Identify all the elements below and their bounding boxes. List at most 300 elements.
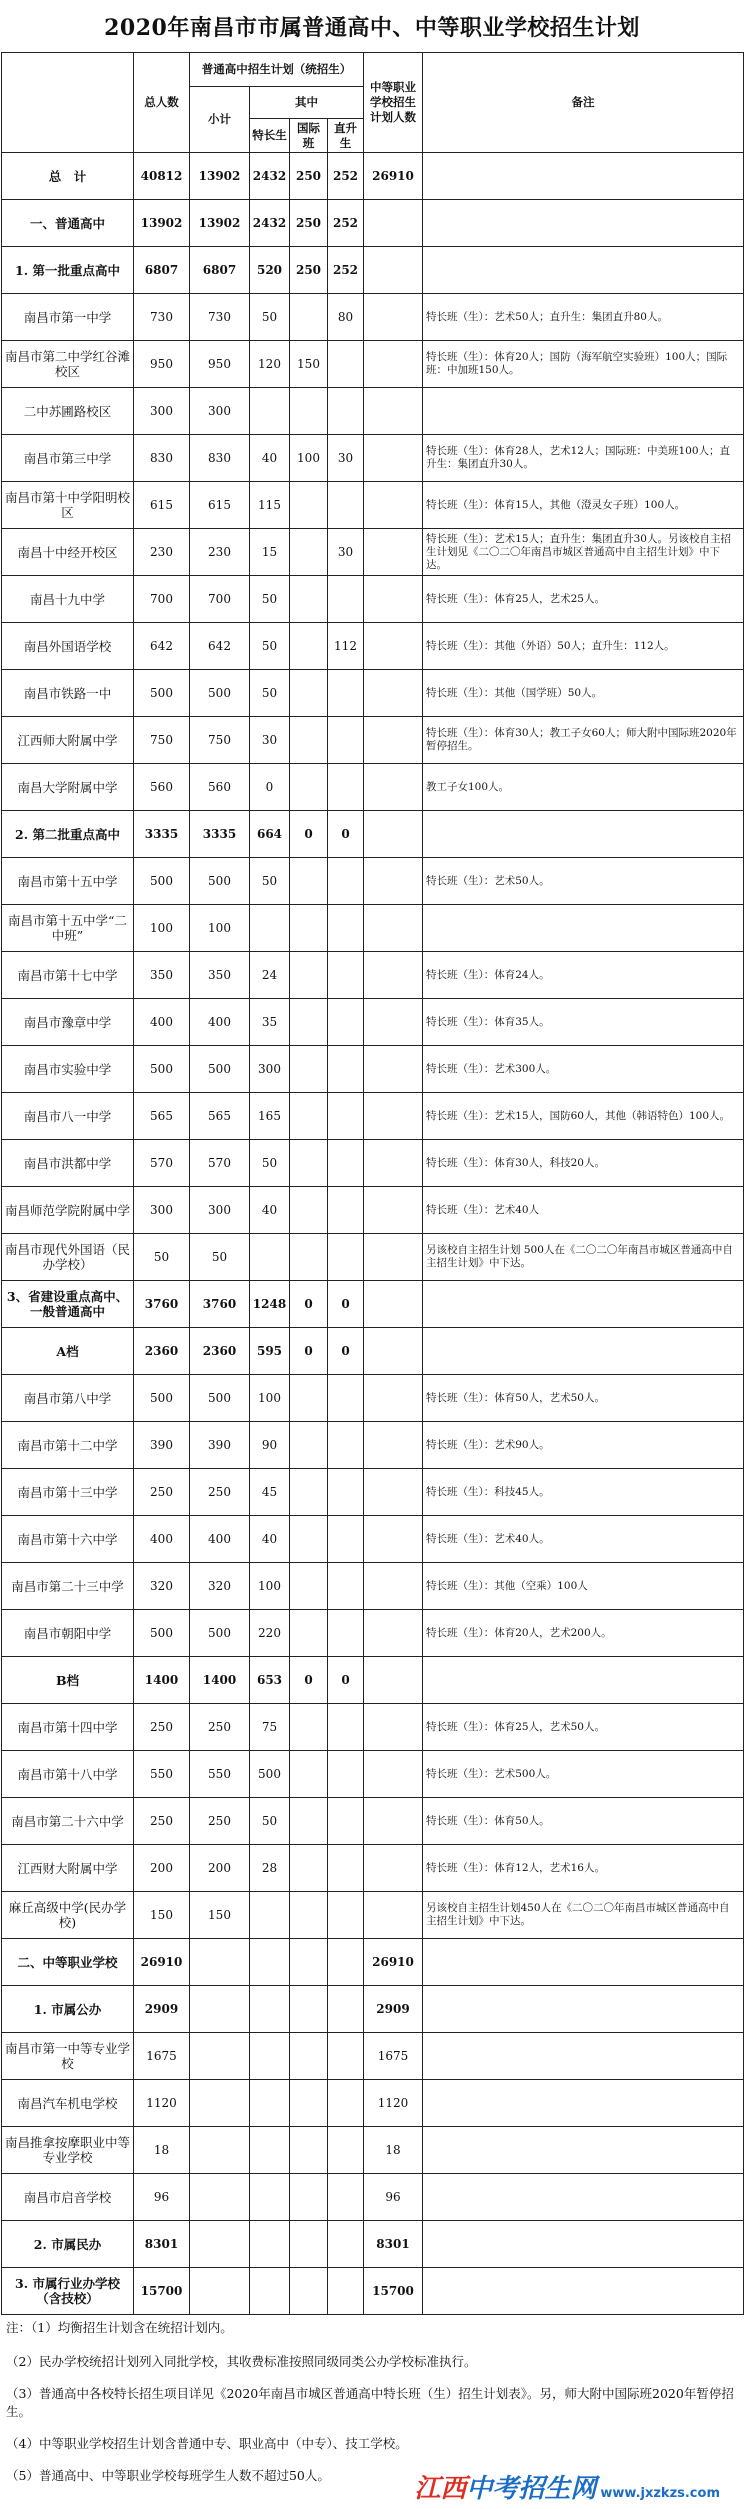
cell-vocational	[364, 388, 423, 435]
cell-direct	[328, 1516, 364, 1563]
table-row	[2, 2221, 744, 2268]
cell-subtotal: 500	[190, 1375, 250, 1422]
cell-special	[250, 2127, 290, 2174]
cell-name: 南昌市第十六中学	[2, 1516, 134, 1563]
cell-total: 300	[134, 1187, 190, 1234]
table-row	[2, 1845, 744, 1892]
cell-direct	[328, 1610, 364, 1657]
cell-subtotal: 560	[190, 764, 250, 811]
cell-vocational	[364, 200, 423, 247]
cell-special: 24	[250, 952, 290, 999]
cell-vocational	[364, 1610, 423, 1657]
cell-remark: 特长班（生）：其他（国学班）50人。	[423, 670, 744, 717]
cell-vocational	[364, 1422, 423, 1469]
cell-vocational: 15700	[364, 2268, 423, 2315]
cell-intl: 250	[290, 153, 328, 200]
cell-subtotal: 6807	[190, 247, 250, 294]
cell-special: 15	[250, 529, 290, 576]
cell-vocational	[364, 576, 423, 623]
cell-total: 400	[134, 1516, 190, 1563]
cell-intl	[290, 482, 328, 529]
cell-subtotal: 50	[190, 1234, 250, 1281]
table-row	[2, 2033, 744, 2080]
cell-special: 50	[250, 670, 290, 717]
cell-name: 二中苏圃路校区	[2, 388, 134, 435]
cell-vocational	[364, 247, 423, 294]
cell-intl	[290, 1234, 328, 1281]
table-row	[2, 341, 744, 388]
cell-subtotal: 3335	[190, 811, 250, 858]
cell-intl	[290, 2033, 328, 2080]
cell-subtotal: 250	[190, 1469, 250, 1516]
cell-vocational	[364, 999, 423, 1046]
cell-total: 500	[134, 1375, 190, 1422]
cell-special: 115	[250, 482, 290, 529]
cell-direct	[328, 1234, 364, 1281]
cell-vocational	[364, 294, 423, 341]
cell-subtotal: 300	[190, 1187, 250, 1234]
cell-direct: 252	[328, 247, 364, 294]
table-row	[2, 1563, 744, 1610]
table-row	[2, 670, 744, 717]
cell-direct	[328, 576, 364, 623]
cell-special	[250, 1234, 290, 1281]
cell-name: 二、中等职业学校	[2, 1939, 134, 1986]
cell-subtotal: 642	[190, 623, 250, 670]
cell-name: 南昌市第二中学红谷滩校区	[2, 341, 134, 388]
cell-remark	[423, 1657, 744, 1704]
cell-total: 700	[134, 576, 190, 623]
cell-special: 50	[250, 1798, 290, 1845]
cell-vocational	[364, 482, 423, 529]
cell-remark: 特长班（生）：科技45人。	[423, 1469, 744, 1516]
cell-direct	[328, 1187, 364, 1234]
cell-intl	[290, 1798, 328, 1845]
cell-special	[250, 2033, 290, 2080]
cell-intl	[290, 1986, 328, 2033]
cell-direct	[328, 858, 364, 905]
cell-special: 165	[250, 1093, 290, 1140]
cell-remark: 另该校自主招生计划 500人在《二〇二〇年南昌市城区普通高中自主招生计划》中下达。	[423, 1234, 744, 1281]
cell-remark: 特长班（生）：体育15人，其他（澄灵女子班）100人。	[423, 482, 744, 529]
cell-total: 15700	[134, 2268, 190, 2315]
cell-vocational: 1120	[364, 2080, 423, 2127]
cell-name: 2. 第二批重点高中	[2, 811, 134, 858]
cell-remark: 特长班（生）：体育30人，科技20人。	[423, 1140, 744, 1187]
cell-remark: 特长班（生）：体育20人，艺术200人。	[423, 1610, 744, 1657]
cell-vocational: 96	[364, 2174, 423, 2221]
cell-name: 江西财大附属中学	[2, 1845, 134, 1892]
cell-name: 1. 第一批重点高中	[2, 247, 134, 294]
table-row	[2, 2174, 744, 2221]
cell-special: 120	[250, 341, 290, 388]
table-row	[2, 952, 744, 999]
cell-remark: 特长班（生）：体育12人，艺术16人。	[423, 1845, 744, 1892]
cell-total: 250	[134, 1798, 190, 1845]
table-row	[2, 1751, 744, 1798]
cell-subtotal: 615	[190, 482, 250, 529]
cell-intl	[290, 1187, 328, 1234]
cell-remark: 特长班（生）：体育25人，艺术50人。	[423, 1704, 744, 1751]
table-row	[2, 1939, 744, 1986]
header-special: 特长生	[250, 119, 290, 153]
cell-name: 南昌市第十中学阳明校区	[2, 482, 134, 529]
cell-special: 220	[250, 1610, 290, 1657]
cell-intl	[290, 2221, 328, 2268]
cell-intl	[290, 952, 328, 999]
table-row	[2, 999, 744, 1046]
cell-vocational	[364, 1845, 423, 1892]
watermark-logo-b: 中考招生网	[466, 2474, 597, 2504]
cell-name: 南昌十中经开校区	[2, 529, 134, 576]
cell-remark	[423, 2127, 744, 2174]
cell-vocational	[364, 1140, 423, 1187]
cell-special	[250, 2174, 290, 2221]
table-body	[2, 153, 744, 2315]
cell-vocational: 2909	[364, 1986, 423, 2033]
cell-remark	[423, 2080, 744, 2127]
cell-name: 南昌市第三中学	[2, 435, 134, 482]
cell-name: 南昌市洪都中学	[2, 1140, 134, 1187]
header-intl: 国际班	[290, 119, 328, 153]
cell-direct	[328, 999, 364, 1046]
note-1: 注：（1）均衡招生计划含在统招计划内。	[6, 2320, 233, 2335]
table-row	[2, 2268, 744, 2315]
table-header	[2, 53, 744, 153]
cell-name: 南昌市八一中学	[2, 1093, 134, 1140]
table-row	[2, 1046, 744, 1093]
cell-subtotal	[190, 2080, 250, 2127]
cell-intl	[290, 1375, 328, 1422]
cell-special: 35	[250, 999, 290, 1046]
cell-intl	[290, 1422, 328, 1469]
cell-intl	[290, 1563, 328, 1610]
header-total: 总人数	[134, 53, 190, 153]
cell-total: 500	[134, 858, 190, 905]
cell-remark	[423, 2268, 744, 2315]
table-row	[2, 1328, 744, 1375]
cell-direct	[328, 1563, 364, 1610]
cell-special: 595	[250, 1328, 290, 1375]
cell-name: 2. 市属民办	[2, 2221, 134, 2268]
cell-intl	[290, 1140, 328, 1187]
cell-vocational	[364, 1046, 423, 1093]
cell-intl	[290, 623, 328, 670]
cell-total: 18	[134, 2127, 190, 2174]
cell-name: 3、省建设重点高中、一般普通高中	[2, 1281, 134, 1328]
cell-remark: 特长班（生）：艺术15人，国防60人，其他（韩语特色）100人。	[423, 1093, 744, 1140]
cell-remark: 特长班（生）：艺术15人；直升生：集团直升30人。另该校自主招生计划见《二〇二〇年南昌市城区普通高中自主招生计划》中下达。	[423, 529, 744, 576]
cell-vocational	[364, 1187, 423, 1234]
cell-direct: 0	[328, 811, 364, 858]
cell-special: 50	[250, 576, 290, 623]
cell-vocational: 26910	[364, 1939, 423, 1986]
cell-remark	[423, 200, 744, 247]
cell-vocational	[364, 1281, 423, 1328]
cell-direct: 80	[328, 294, 364, 341]
table-row	[2, 435, 744, 482]
cell-direct	[328, 1140, 364, 1187]
table-row	[2, 1469, 744, 1516]
cell-total: 3760	[134, 1281, 190, 1328]
cell-direct	[328, 341, 364, 388]
cell-total: 13902	[134, 200, 190, 247]
cell-vocational	[364, 811, 423, 858]
cell-name: 南昌市第二十三中学	[2, 1563, 134, 1610]
cell-subtotal	[190, 2127, 250, 2174]
cell-special: 0	[250, 764, 290, 811]
cell-intl	[290, 999, 328, 1046]
cell-intl	[290, 1093, 328, 1140]
cell-direct	[328, 1939, 364, 1986]
cell-name: 南昌市第八中学	[2, 1375, 134, 1422]
cell-special: 28	[250, 1845, 290, 1892]
cell-subtotal	[190, 2268, 250, 2315]
cell-remark	[423, 2174, 744, 2221]
header-general-group: 普通高中招生计划（统招生）	[190, 53, 364, 87]
cell-name: 南昌市第十七中学	[2, 952, 134, 999]
cell-remark: 特长班（生）：艺术40人。	[423, 1516, 744, 1563]
cell-special: 520	[250, 247, 290, 294]
cell-special: 30	[250, 717, 290, 764]
cell-vocational: 26910	[364, 153, 423, 200]
cell-intl	[290, 2268, 328, 2315]
cell-intl: 0	[290, 811, 328, 858]
cell-subtotal: 1400	[190, 1657, 250, 1704]
page-title: 2020年南昌市市属普通高中、中等职业学校招生计划	[104, 14, 640, 41]
cell-name: 南昌市第十五中学“二中班”	[2, 905, 134, 952]
cell-total: 500	[134, 1610, 190, 1657]
cell-remark: 特长班（生）：体育28人，艺术12人；国际班：中美班100人；直升生：集团直升30人。	[423, 435, 744, 482]
cell-special: 653	[250, 1657, 290, 1704]
cell-intl	[290, 2080, 328, 2127]
cell-direct	[328, 905, 364, 952]
cell-subtotal: 950	[190, 341, 250, 388]
cell-vocational	[364, 764, 423, 811]
cell-remark	[423, 247, 744, 294]
cell-special: 40	[250, 1516, 290, 1563]
cell-vocational	[364, 1798, 423, 1845]
cell-subtotal: 565	[190, 1093, 250, 1140]
cell-special	[250, 905, 290, 952]
cell-name: 麻丘高级中学(民办学校)	[2, 1892, 134, 1939]
cell-name: 南昌市启音学校	[2, 2174, 134, 2221]
cell-direct	[328, 717, 364, 764]
cell-total: 350	[134, 952, 190, 999]
table-row	[2, 1140, 744, 1187]
cell-subtotal: 350	[190, 952, 250, 999]
cell-name: 南昌外国语学校	[2, 623, 134, 670]
table-row	[2, 1187, 744, 1234]
cell-remark	[423, 2033, 744, 2080]
cell-total: 570	[134, 1140, 190, 1187]
cell-intl	[290, 905, 328, 952]
cell-remark: 特长班（生）：艺术90人。	[423, 1422, 744, 1469]
cell-subtotal: 550	[190, 1751, 250, 1798]
cell-vocational	[364, 1093, 423, 1140]
table-row	[2, 1704, 744, 1751]
cell-subtotal: 400	[190, 1516, 250, 1563]
cell-direct	[328, 2033, 364, 2080]
table-row	[2, 1986, 744, 2033]
cell-special: 50	[250, 1140, 290, 1187]
cell-subtotal: 13902	[190, 153, 250, 200]
cell-direct: 0	[328, 1328, 364, 1375]
cell-intl	[290, 1610, 328, 1657]
cell-intl	[290, 717, 328, 764]
cell-total: 40812	[134, 153, 190, 200]
cell-direct	[328, 1751, 364, 1798]
table-row	[2, 858, 744, 905]
cell-subtotal: 500	[190, 670, 250, 717]
cell-remark: 特长班（生）：其他（空乘）100人	[423, 1563, 744, 1610]
cell-total: 830	[134, 435, 190, 482]
cell-vocational	[364, 717, 423, 764]
table-row	[2, 200, 744, 247]
cell-name: 南昌十九中学	[2, 576, 134, 623]
table-row	[2, 1093, 744, 1140]
cell-name: 南昌大学附属中学	[2, 764, 134, 811]
cell-subtotal: 500	[190, 1610, 250, 1657]
cell-total: 230	[134, 529, 190, 576]
cell-subtotal: 150	[190, 1892, 250, 1939]
note-4: （4）中等职业学校招生计划含普通中专、职业高中（中专）、技工学校。	[6, 2436, 408, 2451]
cell-total: 1675	[134, 2033, 190, 2080]
cell-total: 250	[134, 1704, 190, 1751]
enrollment-table	[1, 52, 744, 2315]
cell-total: 8301	[134, 2221, 190, 2268]
cell-total: 2360	[134, 1328, 190, 1375]
cell-total: 300	[134, 388, 190, 435]
cell-intl	[290, 670, 328, 717]
header-blank	[2, 53, 134, 153]
cell-special: 90	[250, 1422, 290, 1469]
cell-remark: 特长班（生）：体育50人。	[423, 1798, 744, 1845]
cell-name: 南昌市第十八中学	[2, 1751, 134, 1798]
cell-remark: 特长班（生）：其他（外语）50人；直升生：112人。	[423, 623, 744, 670]
cell-vocational: 18	[364, 2127, 423, 2174]
table-row	[2, 153, 744, 200]
cell-remark: 另该校自主招生计划450人在《二〇二〇年南昌市城区普通高中自主招生计划》中下达。	[423, 1892, 744, 1939]
cell-name: 总 计	[2, 153, 134, 200]
cell-direct	[328, 1986, 364, 2033]
cell-name: 南昌市第二十六中学	[2, 1798, 134, 1845]
cell-subtotal: 730	[190, 294, 250, 341]
cell-name: 南昌市铁路一中	[2, 670, 134, 717]
cell-intl	[290, 1516, 328, 1563]
cell-vocational: 1675	[364, 2033, 423, 2080]
header-among: 其中	[250, 87, 364, 119]
table-row	[2, 717, 744, 764]
cell-subtotal: 570	[190, 1140, 250, 1187]
cell-name: 南昌市朝阳中学	[2, 1610, 134, 1657]
cell-remark	[423, 1986, 744, 2033]
cell-vocational	[364, 435, 423, 482]
cell-direct: 252	[328, 200, 364, 247]
cell-direct	[328, 764, 364, 811]
cell-special	[250, 2080, 290, 2127]
cell-intl	[290, 576, 328, 623]
cell-name: 南昌汽车机电学校	[2, 2080, 134, 2127]
cell-vocational	[364, 623, 423, 670]
cell-intl	[290, 1892, 328, 1939]
cell-total: 50	[134, 1234, 190, 1281]
cell-vocational	[364, 1234, 423, 1281]
cell-total: 1120	[134, 2080, 190, 2127]
cell-remark: 特长班（生）：体育24人。	[423, 952, 744, 999]
cell-total: 96	[134, 2174, 190, 2221]
cell-special	[250, 1939, 290, 1986]
cell-direct	[328, 670, 364, 717]
cell-direct: 252	[328, 153, 364, 200]
cell-remark	[423, 1328, 744, 1375]
cell-remark	[423, 1939, 744, 1986]
cell-special: 664	[250, 811, 290, 858]
table-row	[2, 1375, 744, 1422]
cell-direct: 30	[328, 435, 364, 482]
cell-total: 565	[134, 1093, 190, 1140]
cell-remark: 特长班（生）：艺术50人。	[423, 858, 744, 905]
header-direct: 直升生	[328, 119, 364, 153]
notes	[0, 2315, 744, 2485]
cell-name: 南昌市第十二中学	[2, 1422, 134, 1469]
cell-intl	[290, 529, 328, 576]
cell-name: 南昌师范学院附属中学	[2, 1187, 134, 1234]
header-remark: 备注	[423, 53, 744, 153]
table-row	[2, 529, 744, 576]
table-row	[2, 1234, 744, 1281]
cell-intl	[290, 1704, 328, 1751]
cell-vocational	[364, 529, 423, 576]
cell-total: 642	[134, 623, 190, 670]
cell-total: 320	[134, 1563, 190, 1610]
table-row	[2, 1798, 744, 1845]
cell-total: 550	[134, 1751, 190, 1798]
cell-subtotal: 750	[190, 717, 250, 764]
cell-intl: 0	[290, 1281, 328, 1328]
cell-special: 2432	[250, 200, 290, 247]
cell-direct: 0	[328, 1281, 364, 1328]
cell-subtotal: 250	[190, 1704, 250, 1751]
cell-special	[250, 388, 290, 435]
cell-special: 50	[250, 294, 290, 341]
cell-intl	[290, 1046, 328, 1093]
cell-vocational	[364, 670, 423, 717]
cell-direct	[328, 1375, 364, 1422]
cell-direct	[328, 1422, 364, 1469]
cell-vocational	[364, 1657, 423, 1704]
cell-direct	[328, 2174, 364, 2221]
cell-remark	[423, 1281, 744, 1328]
cell-remark	[423, 811, 744, 858]
note-3: （3）普通高中各校特长招生项目详见《2020年南昌市城区普通高中特长班（生）招生计划表》。另，师大附中国际班2020年暂停招生。	[6, 2386, 734, 2419]
cell-subtotal: 400	[190, 999, 250, 1046]
header-subtotal: 小计	[190, 87, 250, 153]
cell-name: 南昌市第一中学	[2, 294, 134, 341]
header-vocational: 中等职业学校招生计划人数	[364, 53, 423, 153]
cell-special: 100	[250, 1375, 290, 1422]
table-row	[2, 623, 744, 670]
cell-direct	[328, 482, 364, 529]
cell-intl	[290, 764, 328, 811]
cell-intl: 250	[290, 200, 328, 247]
cell-intl: 0	[290, 1657, 328, 1704]
cell-name: B档	[2, 1657, 134, 1704]
cell-subtotal: 320	[190, 1563, 250, 1610]
cell-name: 南昌市现代外国语（民办学校）	[2, 1234, 134, 1281]
cell-total: 400	[134, 999, 190, 1046]
cell-remark: 特长班（生）：体育20人；国防（海军航空实验班）100人；国际班：中加班150人。	[423, 341, 744, 388]
